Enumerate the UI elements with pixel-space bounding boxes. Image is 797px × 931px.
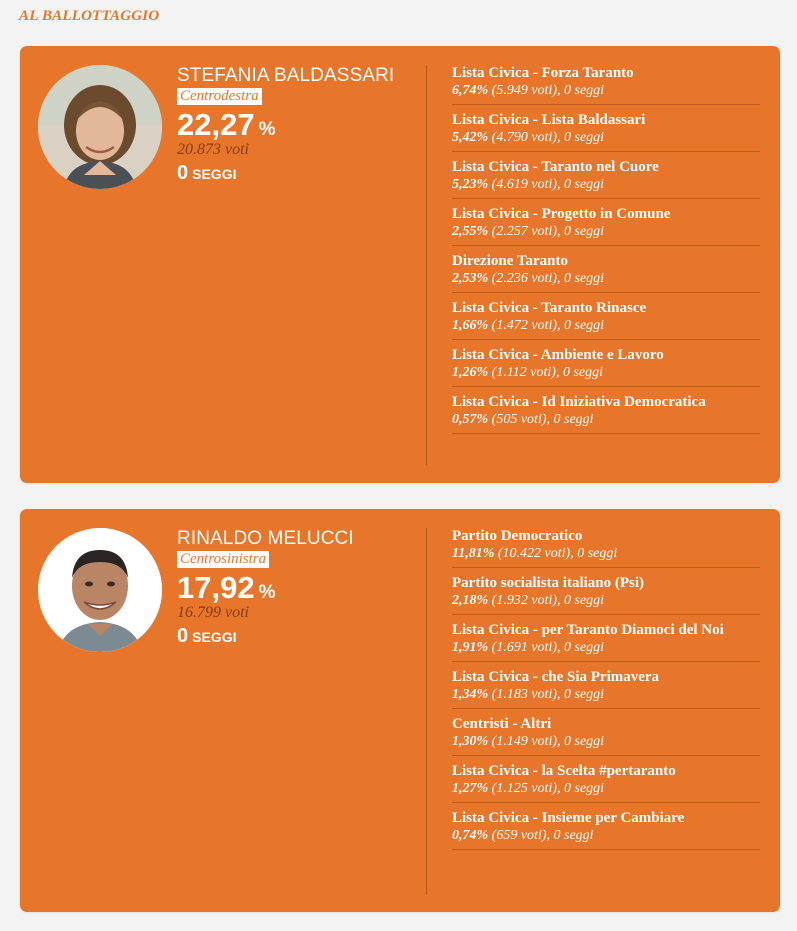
list-result: 11,81% (10.422 voti), 0 seggi — [452, 546, 618, 561]
list-item — [452, 575, 760, 615]
candidate-photo — [38, 528, 162, 652]
list-name: Lista Civica - Forza Taranto — [452, 65, 634, 81]
list-name: Lista Civica - Id Iniziativa Democratica — [452, 394, 706, 410]
list-name: Lista Civica - Taranto Rinasce — [452, 300, 647, 316]
candidate-seats: 0 — [177, 162, 189, 184]
list-result: 1,34% (1.183 voti), 0 seggi — [452, 687, 605, 702]
coalition-badge: Centrodestra — [177, 88, 262, 105]
list-result: 1,66% (1.472 voti), 0 seggi — [452, 318, 605, 333]
list-item — [452, 716, 760, 756]
list-result: 6,74% (5.949 voti), 0 seggi — [452, 83, 605, 98]
candidate-percent-row — [177, 108, 427, 142]
list-name: Lista Civica - Insieme per Cambiare — [452, 810, 685, 826]
list-result: 0,74% (659 voti), 0 seggi — [452, 828, 594, 843]
list-item — [452, 622, 760, 662]
list-result: 5,23% (4.619 voti), 0 seggi — [452, 177, 605, 192]
section-title: AL BALLOTTAGGIO — [19, 8, 160, 24]
candidate-name: RINALDO MELUCCI — [177, 528, 354, 549]
candidate-votes: 20.873 voti — [177, 141, 249, 158]
list-name: Lista Civica - la Scelta #pertaranto — [452, 763, 676, 779]
list-item — [452, 763, 760, 803]
list-result: 1,30% (1.149 voti), 0 seggi — [452, 734, 605, 749]
list-item — [452, 159, 760, 199]
list-result: 1,91% (1.691 voti), 0 seggi — [452, 640, 605, 655]
list-result: 1,26% (1.112 voti), 0 seggi — [452, 365, 604, 380]
percent-sign: % — [258, 582, 276, 603]
list-item — [452, 347, 760, 387]
list-name: Lista Civica - per Taranto Diamoci del Noi — [452, 622, 724, 638]
candidate-photo — [38, 65, 162, 189]
candidate-photo-image — [38, 65, 162, 189]
party-lists — [452, 65, 760, 441]
list-item — [452, 669, 760, 709]
list-name: Lista Civica - Lista Baldassari — [452, 112, 646, 128]
candidate-percent: 22,27 — [177, 107, 255, 142]
candidate-votes: 16.799 voti — [177, 604, 249, 621]
candidate-seats-row — [177, 162, 427, 185]
list-name: Centristi - Altri — [452, 716, 552, 732]
list-result: 1,27% (1.125 voti), 0 seggi — [452, 781, 605, 796]
list-item — [452, 528, 760, 568]
list-name: Partito socialista italiano (Psi) — [452, 575, 645, 591]
list-result: 0,57% (505 voti), 0 seggi — [452, 412, 594, 427]
candidate-info — [177, 529, 427, 648]
list-item — [452, 394, 760, 434]
list-name: Lista Civica - Ambiente e Lavoro — [452, 347, 664, 363]
candidate-seats-row — [177, 625, 427, 648]
candidate-percent: 17,92 — [177, 570, 255, 605]
list-item — [452, 112, 760, 152]
coalition-badge: Centrosinistra — [177, 551, 269, 568]
column-divider — [426, 528, 427, 895]
seats-label: SEGGI — [192, 629, 237, 645]
party-lists — [452, 528, 760, 857]
list-name: Lista Civica - Taranto nel Cuore — [452, 159, 659, 175]
candidate-card — [20, 509, 780, 912]
seats-label: SEGGI — [192, 166, 237, 182]
percent-sign: % — [258, 119, 276, 140]
candidate-photo-image — [38, 528, 162, 652]
candidate-seats: 0 — [177, 625, 189, 647]
list-result: 5,42% (4.790 voti), 0 seggi — [452, 130, 605, 145]
list-item — [452, 810, 760, 850]
list-item — [452, 65, 760, 105]
column-divider — [426, 65, 427, 465]
candidate-name: STEFANIA BALDASSARI — [177, 65, 395, 86]
list-name: Direzione Taranto — [452, 253, 568, 269]
candidate-info — [177, 66, 427, 185]
list-item — [452, 253, 760, 293]
list-result: 2,53% (2.236 voti), 0 seggi — [452, 271, 605, 286]
list-item — [452, 300, 760, 340]
candidate-percent-row — [177, 571, 427, 605]
list-item — [452, 206, 760, 246]
list-result: 2,18% (1.932 voti), 0 seggi — [452, 593, 605, 608]
list-name: Lista Civica - che Sia Primavera — [452, 669, 660, 685]
list-name: Partito Democratico — [452, 528, 583, 544]
candidate-card — [20, 46, 780, 483]
list-result: 2,55% (2.257 voti), 0 seggi — [452, 224, 605, 239]
list-name: Lista Civica - Progetto in Comune — [452, 206, 671, 222]
